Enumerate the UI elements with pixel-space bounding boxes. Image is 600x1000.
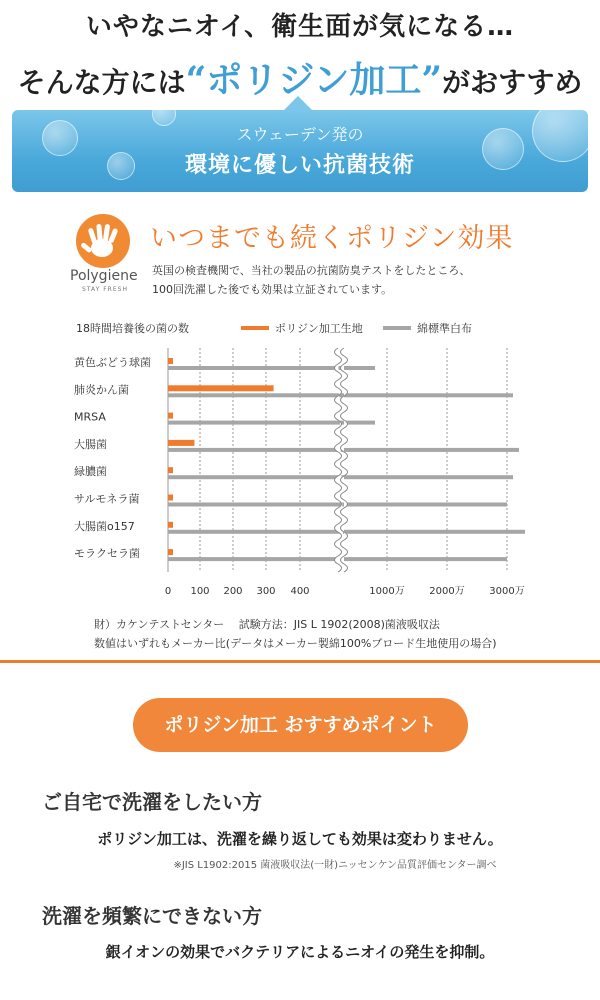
x-tick-label: 300: [256, 586, 276, 597]
feature-banner: [12, 110, 588, 192]
bar-polygiene: [168, 358, 173, 364]
logo-wordmark: Polygiene: [70, 268, 138, 284]
category-label: モラクセラ菌: [74, 547, 140, 561]
legend-swatch-polygiene: [241, 326, 269, 330]
chart-title: 18時間培養後の菌の数: [76, 322, 189, 335]
headline-highlight: “ポリジン加工”: [185, 59, 443, 101]
section-description-1: 英国の検査機関で、当社の製品の抗菌防臭テストをしたところ、: [152, 264, 471, 277]
x-tick-label: 1000万: [369, 586, 405, 597]
banner-line-1: スウェーデン発の: [236, 125, 364, 144]
bar-polygiene: [168, 549, 173, 555]
banner-line-2: 環境に優しい抗菌技術: [184, 153, 415, 178]
bar-polygiene: [168, 413, 173, 419]
point-heading-home-wash: ご自宅で洗濯をしたい方: [42, 790, 262, 814]
category-label: 大腸菌o157: [74, 519, 135, 533]
category-label: 大腸菌: [74, 437, 107, 451]
bar-cotton: [168, 421, 375, 425]
section-title: いつまでも続くポリジン効果: [150, 223, 514, 254]
bar-polygiene: [168, 495, 173, 501]
category-label: 緑膿菌: [74, 465, 107, 479]
headline-suffix: がおすすめ: [442, 66, 583, 99]
category-label: 肺炎かん菌: [74, 383, 129, 397]
point-body-home-wash: ポリジン加工は、洗濯を繰り返しても効果は変わりません。: [97, 830, 503, 848]
headline-line-1: いやなニオイ、衛生面が気になる…: [85, 12, 515, 42]
section-description-2: 100回洗濯した後でも効果は立証されています。: [152, 283, 393, 296]
point-heading-infrequent-wash: 洗濯を頻繁にできない方: [42, 904, 262, 928]
source-note-1: 財）カケンテストセンター 試験方法：JIS L 1902(2008)菌液吸収法: [94, 618, 440, 631]
point-body-infrequent-wash: 銀イオンの効果でバクテリアによるニオイの発生を抑制。: [105, 943, 495, 961]
bar-polygiene: [168, 522, 173, 528]
legend-label-polygiene: ポリジン加工生地: [275, 322, 363, 335]
x-tick-label: 400: [290, 586, 310, 597]
category-label: 黄色ぶどう球菌: [74, 356, 151, 369]
legend-swatch-cotton: [383, 326, 411, 330]
recommended-points-badge: ポリジン加工 おすすめポイント: [133, 698, 468, 752]
source-note-2: 数値はいずれもメーカー比(データはメーカー製綿100%ブロード生地使用の場合): [94, 637, 497, 650]
bar-polygiene: [168, 385, 274, 391]
headline-prefix: そんな方には: [17, 66, 186, 99]
bar-cotton: [168, 503, 507, 507]
legend-label-cotton: 綿標準白布: [417, 322, 472, 335]
bar-polygiene: [168, 440, 194, 446]
x-tick-label: 200: [223, 586, 243, 597]
point-note-home-wash: ※JIS L1902:2015 菌液吸収法(一財)ニッセンケン品質評価センター調べ: [173, 860, 497, 871]
x-tick-label: 2000万: [429, 586, 465, 597]
logo-tagline: STAY FRESH: [82, 286, 128, 293]
x-tick-label: 100: [190, 586, 210, 597]
category-label: サルモネラ菌: [74, 492, 140, 506]
section-divider: [0, 660, 600, 663]
x-tick-label: 0: [164, 586, 172, 597]
category-label: MRSA: [74, 410, 106, 424]
bar-polygiene: [168, 467, 173, 473]
x-tick-label: 3000万: [489, 586, 525, 597]
polygiene-hand-logo-icon: [76, 214, 130, 268]
bacteria-count-chart: [0, 340, 600, 610]
